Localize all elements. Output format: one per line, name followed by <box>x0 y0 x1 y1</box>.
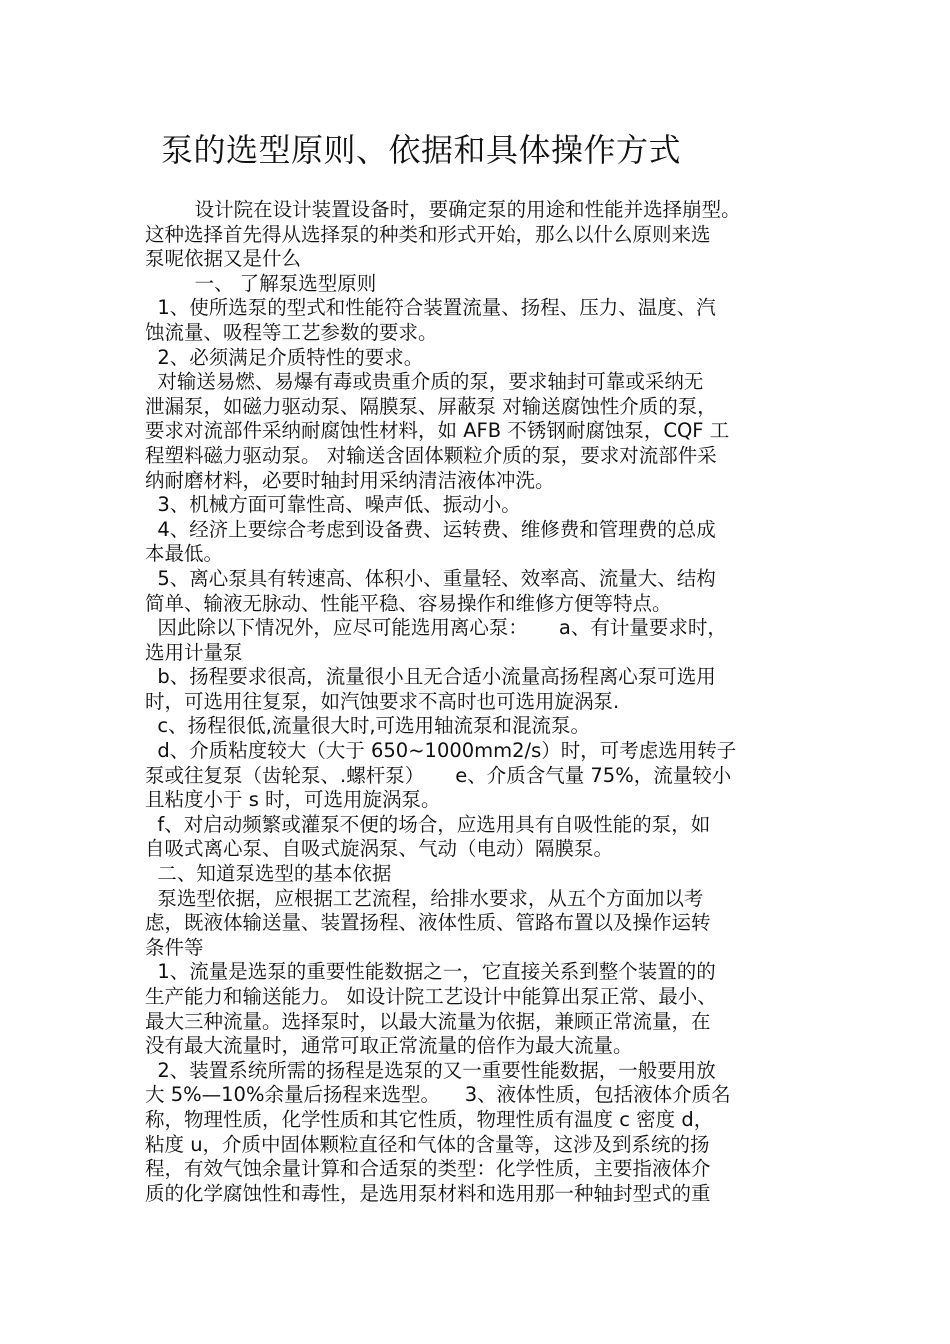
text-line: 大 5%—10%余量后扬程来选型。 3、液体性质，包括液体介质名 <box>145 1083 731 1107</box>
text-line: 泵或往复泵（齿轮泵、.螺杆泵） e、介质含气量 75%，流量较小 <box>145 763 732 787</box>
text-line: 称，物理性质，化学性质和其它性质，物理性质有温度 c 密度 d， <box>145 1107 714 1131</box>
text-line: 条件等 <box>145 935 204 959</box>
text-line: 粘度 u，介质中固体颗粒直径和气体的含量等，这涉及到系统的扬 <box>145 1132 710 1156</box>
text-line: 自吸式离心泵、自吸式旋涡泵、气动（电动）隔膜泵。 <box>145 837 614 861</box>
text-line: 二、知道泵选型的基本依据 <box>145 862 392 886</box>
text-line: 最大三种流量。选择泵时，以最大流量为依据，兼顾正常流量，在 <box>145 1009 711 1033</box>
text-line: b、扬程要求很高，流量很小且无合适小流量高扬程离心泵可选用 <box>145 665 716 689</box>
text-line: 4、经济上要综合考虑到设备费、运转费、维修费和管理费的总成 <box>145 517 716 541</box>
text-line: 程，有效气蚀余量计算和合适泵的类型：化学性质，主要指液体介 <box>145 1157 711 1181</box>
text-line: 一、 了解泵选型原则 <box>145 271 377 295</box>
text-line: 选用计量泵 <box>145 640 243 664</box>
text-line: 且粘度小于 s 时，可选用旋涡泵。 <box>145 788 441 812</box>
text-line: 纳耐磨材料，必要时轴封用采纳清洁液体冲洗。 <box>145 468 555 492</box>
text-line: 没有最大流量时，通常可取正常流量的倍作为最大流量。 <box>145 1034 633 1058</box>
text-line: 1、流量是选泵的重要性能数据之一，它直接关系到整个装置的的 <box>145 960 716 984</box>
text-line: 2、必须满足介质特性的要求。 <box>145 345 424 369</box>
text-line: 简单、输液无脉动、性能平稳、容易操作和维修方便等特点。 <box>145 591 672 615</box>
document-body <box>145 198 805 1206</box>
text-line: 蚀流量、吸程等工艺参数的要求。 <box>145 320 438 344</box>
text-line: 泵呢依据又是什么 <box>145 247 302 271</box>
text-line: 程塑料磁力驱动泵。 对输送含固体颗粒介质的泵，要求对流部件采 <box>145 443 717 467</box>
text-line: 设计院在设计装置设备时，要确定泵的用途和性能并选择崩型。 <box>145 198 741 221</box>
text-line: 时，可选用往复泵，如汽蚀要求不高时也可选用旋涡泵. <box>145 689 620 713</box>
text-line: 生产能力和输送能力。 如设计院工艺设计中能算出泵正常、最小、 <box>145 985 717 1008</box>
text-line: c、扬程很低,流量很大时,可选用轴流泵和混流泵。 <box>145 714 591 738</box>
text-line: 泵选型依据，应根据工艺流程，给排水要求，从五个方面加以考 <box>145 886 704 910</box>
text-line: 泄漏泵，如磁力驱动泵、隔膜泵、屏蔽泵 对输送腐蚀性介质的泵， <box>145 394 717 418</box>
text-line: 因此除以下情况外，应尽可能选用离心泵： a、有计量要求时， <box>145 616 727 640</box>
document-title: 泵的选型原则、依据和具体操作方式 <box>161 131 682 169</box>
text-line: f、对启动频繁或灌泵不便的场合，应选用具有自吸性能的泵，如 <box>145 812 711 836</box>
text-line: 这种选择首先得从选择泵的种类和形式开始，那么以什么原则来选 <box>145 222 711 246</box>
text-line: 本最低。 <box>145 542 224 566</box>
text-line: 3、机械方面可靠性高、噪声低、振动小。 <box>145 493 521 517</box>
text-line: 5、离心泵具有转速高、体积小、重量轻、效率高、流量大、结构 <box>145 566 716 590</box>
text-line: d、介质粘度较大（大于 650~1000mm2/s）时，可考虑选用转子 <box>145 739 737 763</box>
text-line: 对输送易燃、易爆有毒或贵重介质的泵，要求轴封可靠或采纳无 <box>145 370 704 394</box>
text-line: 质的化学腐蚀性和毒性，是选用泵材料和选用那一种轴封型式的重 <box>145 1181 711 1205</box>
text-line: 2、装置系统所需的扬程是选泵的又一重要性能数据，一般要用放 <box>145 1058 716 1082</box>
text-line: 1、使所选泵的型式和性能符合装置流量、扬程、压力、温度、汽 <box>145 296 716 320</box>
text-line: 要求对流部件采纳耐腐蚀性材料，如 AFB 不锈钢耐腐蚀泵，CQF 工 <box>145 419 730 443</box>
text-line: 虑，既液体输送量、装置扬程、液体性质、管路布置以及操作运转 <box>145 911 711 935</box>
